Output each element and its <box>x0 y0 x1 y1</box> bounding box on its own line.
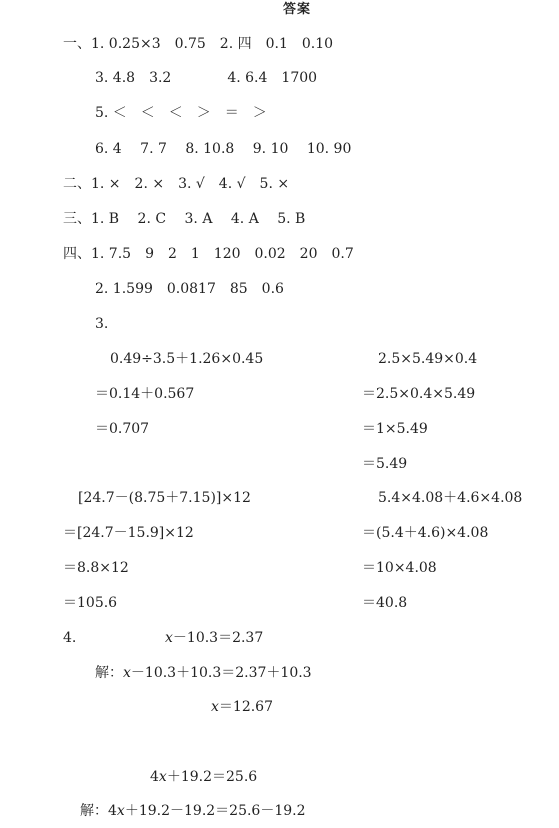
variable-x: x <box>123 665 131 681</box>
calc-b-step: 2.5×5.49×0.4 <box>378 351 478 367</box>
equation-1-problem-text: －10.3＝2.37 <box>172 630 264 646</box>
calc-d-step: ＝(5.4＋4.6)×4.08 <box>362 525 489 541</box>
equation-1-solution-text: －10.3＋10.3＝2.37＋10.3 <box>130 665 312 681</box>
question-4-label: 4. <box>63 630 77 646</box>
equation-2-solution-text: ＋19.2－19.2＝25.6－19.2 <box>124 803 306 819</box>
equation-2-problem-text: ＋19.2＝25.6 <box>166 769 258 785</box>
answer-part4-line2: 2. 1.599 0.0817 85 0.6 <box>95 281 284 297</box>
calc-b-step: ＝2.5×0.4×5.49 <box>362 386 476 402</box>
calc-a-step: ＝0.707 <box>95 421 150 437</box>
solution-prefix: 解：4 <box>80 803 117 819</box>
calc-c-step: ＝105.6 <box>63 595 118 611</box>
answer-part1-line1: 一、1. 0.25×3 0.75 2. 四 0.1 0.10 <box>63 36 334 52</box>
answer-part2-line1: 二、1. × 2. × 3. √ 4. √ 5. × <box>63 176 290 192</box>
calc-b-step: ＝1×5.49 <box>362 421 428 437</box>
answer-part3-line1: 三、1. B 2. C 3. A 4. A 5. B <box>63 211 306 227</box>
answer-part1-line2: 3. 4.8 3.2 4. 6.4 1700 <box>95 70 318 86</box>
equation-1-problem <box>165 629 263 647</box>
answer-part1-line3: 5. ＜ ＜ ＜ ＞ ＝ ＞ <box>95 105 267 121</box>
variable-x: x <box>116 803 125 819</box>
equation-1-solution <box>95 664 312 682</box>
page-title: 答案 <box>283 2 312 17</box>
solution-prefix: 解： <box>95 665 123 681</box>
equation-2-problem <box>150 768 257 786</box>
calc-d-step: ＝10×4.08 <box>362 560 437 576</box>
equation-2-solution <box>80 802 306 820</box>
equation-1-answer <box>211 698 273 716</box>
variable-x: x <box>211 699 219 715</box>
answer-part1-line4: 6. 4 7. 7 8. 10.8 9. 10 10. 90 <box>95 141 352 157</box>
calc-d-step: ＝40.8 <box>362 595 408 611</box>
calc-d-step: 5.4×4.08＋4.6×4.08 <box>378 490 523 506</box>
calc-c-step: [24.7－(8.75＋7.15)]×12 <box>78 490 251 506</box>
calc-c-step: ＝8.8×12 <box>63 560 129 576</box>
calc-a-step: 0.49÷3.5＋1.26×0.45 <box>110 351 264 367</box>
calc-a-step: ＝0.14＋0.567 <box>95 386 195 402</box>
calc-c-step: ＝[24.7－15.9]×12 <box>63 525 194 541</box>
answer-part4-line1: 四、1. 7.5 9 2 1 120 0.02 20 0.7 <box>63 246 354 262</box>
equation-1-answer-text: ＝12.67 <box>218 699 273 715</box>
variable-x: x <box>165 630 173 646</box>
calc-b-step: ＝5.49 <box>362 456 408 472</box>
variable-x: x <box>158 769 167 785</box>
answer-part4-line3: 3. <box>95 316 109 332</box>
equation-2-problem-coef: 4 <box>150 769 159 785</box>
